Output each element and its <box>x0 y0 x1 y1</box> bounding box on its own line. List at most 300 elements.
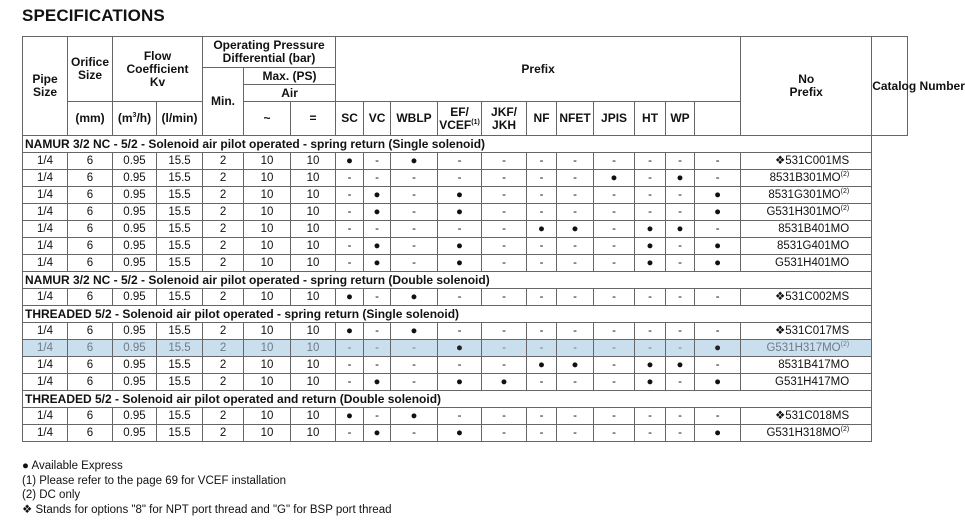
table-row[interactable] <box>23 170 908 187</box>
max-dc-cell: 10 <box>291 153 336 170</box>
min-pressure-cell: 2 <box>203 204 244 221</box>
max-dc-cell: 10 <box>291 408 336 425</box>
pipe-size-cell: 1/4 <box>23 357 68 374</box>
kv-lmin-cell: 15.5 <box>157 374 203 391</box>
kv-lmin-cell: 15.5 <box>157 340 203 357</box>
unavailable-dash: - <box>482 238 527 255</box>
max-ac-cell: 10 <box>244 408 291 425</box>
max-dc-cell: 10 <box>291 357 336 374</box>
no-prefix-header: No Prefix <box>741 37 872 136</box>
max-dc-cell: 10 <box>291 187 336 204</box>
dc-only-note: (2) <box>840 340 850 348</box>
min-pressure-cell: 2 <box>203 238 244 255</box>
orifice-unit: (mm) <box>68 102 113 136</box>
max-dc-cell: 10 <box>291 255 336 272</box>
unavailable-dash: - <box>557 340 594 357</box>
unavailable-dash: - <box>364 323 391 340</box>
unavailable-dash: - <box>527 170 557 187</box>
pipe-size-cell: 1/4 <box>23 374 68 391</box>
specifications-table <box>22 36 965 442</box>
unavailable-dash: - <box>666 340 695 357</box>
prefix-vc: VC <box>364 102 391 136</box>
table-row[interactable] <box>23 374 908 391</box>
min-pressure-cell: 2 <box>203 153 244 170</box>
unavailable-dash: - <box>364 153 391 170</box>
unavailable-dash: - <box>666 374 695 391</box>
unavailable-dash: - <box>482 204 527 221</box>
kv-lmin-cell: 15.5 <box>157 238 203 255</box>
unavailable-dash: - <box>527 255 557 272</box>
prefix-wp: WP <box>666 102 695 136</box>
section-header-row <box>23 391 908 408</box>
available-dot: ● <box>364 374 391 391</box>
pipe-size-cell: 1/4 <box>23 204 68 221</box>
kv-m3h-cell: 0.95 <box>113 323 157 340</box>
unavailable-dash: - <box>666 187 695 204</box>
catalog-number-cell: G531H318MO$^{(2)}$ <box>741 425 872 442</box>
table-row[interactable] <box>23 408 908 425</box>
orifice-cell: 6 <box>68 238 113 255</box>
available-dot: ● <box>527 357 557 374</box>
orifice-cell: 6 <box>68 204 113 221</box>
available-dot: ● <box>666 221 695 238</box>
available-dot: ● <box>391 153 438 170</box>
page-title: SPECIFICATIONS <box>22 6 165 25</box>
catalog-number-cell: G531H301MO$^{(2)}$ <box>741 204 872 221</box>
kv-lmin-cell: 15.5 <box>157 204 203 221</box>
unavailable-dash: - <box>557 153 594 170</box>
unavailable-dash: - <box>336 255 364 272</box>
unavailable-dash: - <box>336 340 364 357</box>
max-dc-cell: 10 <box>291 340 336 357</box>
footnote-port-thread: ❖ Stands for options "8" for NPT port thread and "G" for BSP port thread <box>22 503 392 516</box>
unavailable-dash: - <box>557 374 594 391</box>
unavailable-dash: - <box>438 289 482 306</box>
kv-m3h-cell: 0.95 <box>113 374 157 391</box>
unavailable-dash: - <box>336 221 364 238</box>
max-dc-cell: 10 <box>291 238 336 255</box>
kv-m3h-unit: $(m^3/h)$ <box>113 102 157 136</box>
unavailable-dash: - <box>594 204 635 221</box>
unavailable-dash: - <box>695 357 741 374</box>
unavailable-dash: - <box>482 153 527 170</box>
catalog-number-cell: 8531G301MO$^{(2)}$ <box>741 187 872 204</box>
prefix-wblp: WBLP <box>391 102 438 136</box>
unavailable-dash: - <box>557 170 594 187</box>
unavailable-dash: - <box>527 153 557 170</box>
catalog-number-cell: 8531B417MO <box>741 357 872 374</box>
flow-coefficient-header: Flow Coefficient Kv <box>113 37 203 102</box>
catalog-number-header: Catalog Number <box>872 37 908 136</box>
section-header-row <box>23 306 908 323</box>
section-title: THREADED 5/2 - Solenoid air pilot operated and return (Double solenoid) <box>23 391 872 408</box>
unavailable-dash: - <box>666 238 695 255</box>
section-header-row <box>23 136 908 153</box>
unavailable-dash: - <box>438 408 482 425</box>
table-header <box>23 37 965 136</box>
unavailable-dash: - <box>527 374 557 391</box>
available-dot: ● <box>695 204 741 221</box>
footnote-dc-only: (2) DC only <box>22 489 81 501</box>
table-body <box>23 136 908 442</box>
kv-m3h-cell: 0.95 <box>113 204 157 221</box>
available-dot: ● <box>635 255 666 272</box>
max-ac-cell: 10 <box>244 425 291 442</box>
min-pressure-cell: 2 <box>203 408 244 425</box>
available-dot: ● <box>695 374 741 391</box>
min-pressure-cell: 2 <box>203 374 244 391</box>
unavailable-dash: - <box>695 170 741 187</box>
catalog-number-cell: ❖531C001MS <box>741 153 872 170</box>
available-dot: ● <box>391 408 438 425</box>
max-dc-cell: 10 <box>291 170 336 187</box>
kv-lmin-cell: 15.5 <box>157 170 203 187</box>
max-ac-cell: 10 <box>244 221 291 238</box>
footnote-vcef: (1) Please refer to the page 69 for VCEF installation <box>22 474 287 487</box>
pipe-size-cell: 1/4 <box>23 408 68 425</box>
prefix-ht: HT <box>635 102 666 136</box>
table-row[interactable] <box>23 221 908 238</box>
min-pressure-cell: 2 <box>203 323 244 340</box>
unavailable-dash: - <box>695 153 741 170</box>
table-row[interactable] <box>23 357 908 374</box>
kv-lmin-cell: 15.5 <box>157 289 203 306</box>
table-row[interactable] <box>23 255 908 272</box>
unavailable-dash: - <box>364 340 391 357</box>
unavailable-dash: - <box>482 357 527 374</box>
pipe-size-cell: 1/4 <box>23 340 68 357</box>
available-dot: ● <box>438 374 482 391</box>
max-dc-cell: 10 <box>291 289 336 306</box>
orifice-size-header: Orifice Size <box>68 37 113 102</box>
unavailable-dash: - <box>391 221 438 238</box>
max-ac-cell: 10 <box>244 204 291 221</box>
unavailable-dash: - <box>594 153 635 170</box>
unavailable-dash: - <box>594 221 635 238</box>
unavailable-dash: - <box>695 408 741 425</box>
unavailable-dash: - <box>594 289 635 306</box>
max-ac-cell: 10 <box>244 255 291 272</box>
section-title: NAMUR 3/2 NC - 5/2 - Solenoid air pilot operated - spring return (Single solenoid) <box>23 136 872 153</box>
prefix-sc: SC <box>336 102 364 136</box>
max-ac-cell: 10 <box>244 187 291 204</box>
min-pressure-cell: 2 <box>203 255 244 272</box>
max-dc-cell: 10 <box>291 374 336 391</box>
max-ac-cell: 10 <box>244 289 291 306</box>
unavailable-dash: - <box>364 170 391 187</box>
min-pressure-cell: 2 <box>203 425 244 442</box>
prefix-nfet: NFET <box>557 102 594 136</box>
available-dot: ● <box>364 238 391 255</box>
unavailable-dash: - <box>635 187 666 204</box>
unavailable-dash: - <box>438 221 482 238</box>
available-dot: ● <box>438 238 482 255</box>
unavailable-dash: - <box>635 204 666 221</box>
unavailable-dash: - <box>482 323 527 340</box>
available-dot: ● <box>364 425 391 442</box>
kv-lmin-unit: (l/min) <box>157 102 203 136</box>
pipe-size-cell: 1/4 <box>23 255 68 272</box>
available-dot: ● <box>635 221 666 238</box>
unavailable-dash: - <box>482 255 527 272</box>
unavailable-dash: - <box>635 425 666 442</box>
dc-only-note: (2) <box>840 204 850 212</box>
max-dc-cell: 10 <box>291 221 336 238</box>
operating-pressure-header: Operating Pressure Differential (bar) <box>203 37 336 68</box>
unavailable-dash: - <box>666 153 695 170</box>
unavailable-dash: - <box>635 170 666 187</box>
unavailable-dash: - <box>364 357 391 374</box>
footnotes <box>22 459 392 517</box>
pipe-size-cell: 1/4 <box>23 187 68 204</box>
kv-lmin-cell: 15.5 <box>157 425 203 442</box>
max-ac-cell: 10 <box>244 170 291 187</box>
unavailable-dash: - <box>527 340 557 357</box>
prefix-jkf-jkh: JKF/ JKH <box>482 102 527 136</box>
unavailable-dash: - <box>336 238 364 255</box>
orifice-cell: 6 <box>68 357 113 374</box>
air-header: Air <box>244 85 336 102</box>
unavailable-dash: - <box>557 289 594 306</box>
unavailable-dash: - <box>527 425 557 442</box>
unavailable-dash: - <box>391 170 438 187</box>
pipe-size-cell: 1/4 <box>23 425 68 442</box>
table-row[interactable] <box>23 153 908 170</box>
available-dot: ● <box>336 153 364 170</box>
orifice-cell: 6 <box>68 340 113 357</box>
kv-m3h-cell: 0.95 <box>113 340 157 357</box>
table-row-highlighted[interactable] <box>23 340 908 357</box>
max-dc-cell: 10 <box>291 425 336 442</box>
kv-m3h-cell: 0.95 <box>113 238 157 255</box>
max-ps-header: Max. (PS) <box>244 68 336 85</box>
min-pressure-cell: 2 <box>203 187 244 204</box>
unavailable-dash: - <box>594 374 635 391</box>
dc-only-note: (2) <box>840 170 850 178</box>
unavailable-dash: - <box>635 289 666 306</box>
orifice-cell: 6 <box>68 425 113 442</box>
unavailable-dash: - <box>635 153 666 170</box>
max-ac-cell: 10 <box>244 153 291 170</box>
unavailable-dash: - <box>527 187 557 204</box>
unavailable-dash: - <box>557 255 594 272</box>
unavailable-dash: - <box>557 187 594 204</box>
kv-m3h-cell: 0.95 <box>113 425 157 442</box>
table-row[interactable] <box>23 187 908 204</box>
unavailable-dash: - <box>364 408 391 425</box>
max-dc-cell: 10 <box>291 323 336 340</box>
max-ac-cell: 10 <box>244 238 291 255</box>
unavailable-dash: - <box>695 323 741 340</box>
orifice-cell: 6 <box>68 187 113 204</box>
unavailable-dash: - <box>438 357 482 374</box>
orifice-cell: 6 <box>68 170 113 187</box>
unavailable-dash: - <box>557 238 594 255</box>
kv-lmin-cell: 15.5 <box>157 255 203 272</box>
unavailable-dash: - <box>438 170 482 187</box>
available-dot: ● <box>364 204 391 221</box>
kv-m3h-cell: 0.95 <box>113 255 157 272</box>
available-dot: ● <box>527 221 557 238</box>
table-row[interactable] <box>23 323 908 340</box>
orifice-cell: 6 <box>68 374 113 391</box>
unavailable-dash: - <box>364 221 391 238</box>
unavailable-dash: - <box>391 187 438 204</box>
kv-m3h-cell: 0.95 <box>113 408 157 425</box>
catalog-number-cell: 8531B401MO <box>741 221 872 238</box>
catalog-number-cell: 8531G401MO <box>741 238 872 255</box>
unavailable-dash: - <box>391 204 438 221</box>
available-dot: ● <box>695 255 741 272</box>
available-dot: ● <box>635 374 666 391</box>
dc-symbol: = <box>291 102 336 136</box>
unavailable-dash: - <box>336 425 364 442</box>
available-dot: ● <box>391 289 438 306</box>
min-pressure-cell: 2 <box>203 340 244 357</box>
kv-lmin-cell: 15.5 <box>157 221 203 238</box>
unavailable-dash: - <box>594 238 635 255</box>
unavailable-dash: - <box>391 255 438 272</box>
footnote-available-express: ● Available Express <box>22 460 123 472</box>
unavailable-dash: - <box>594 425 635 442</box>
dc-only-note: (2) <box>840 425 850 433</box>
unavailable-dash: - <box>336 187 364 204</box>
kv-m3h-cell: 0.95 <box>113 357 157 374</box>
unavailable-dash: - <box>666 408 695 425</box>
catalog-number-cell: ❖531C018MS <box>741 408 872 425</box>
unavailable-dash: - <box>594 357 635 374</box>
min-pressure-cell: 2 <box>203 357 244 374</box>
unavailable-dash: - <box>666 289 695 306</box>
unavailable-dash: - <box>666 323 695 340</box>
table-row[interactable] <box>23 204 908 221</box>
unavailable-dash: - <box>336 357 364 374</box>
max-ac-cell: 10 <box>244 340 291 357</box>
catalog-number-cell: 8531B301MO$^{(2)}$ <box>741 170 872 187</box>
unavailable-dash: - <box>594 340 635 357</box>
kv-m3h-cell: 0.95 <box>113 170 157 187</box>
section-title: THREADED 5/2 - Solenoid air pilot operated - spring return (Single solenoid) <box>23 306 872 323</box>
section-title: NAMUR 3/2 NC - 5/2 - Solenoid air pilot operated - spring return (Double solenoid) <box>23 272 872 289</box>
unavailable-dash: - <box>594 408 635 425</box>
orifice-cell: 6 <box>68 408 113 425</box>
orifice-cell: 6 <box>68 323 113 340</box>
available-dot: ● <box>336 289 364 306</box>
unavailable-dash: - <box>336 170 364 187</box>
unavailable-dash: - <box>635 323 666 340</box>
min-pressure-cell: 2 <box>203 221 244 238</box>
kv-lmin-cell: 15.5 <box>157 153 203 170</box>
available-dot: ● <box>336 323 364 340</box>
unavailable-dash: - <box>482 289 527 306</box>
unavailable-dash: - <box>527 323 557 340</box>
available-dot: ● <box>557 221 594 238</box>
unavailable-dash: - <box>438 323 482 340</box>
section-header-row <box>23 272 908 289</box>
unavailable-dash: - <box>364 289 391 306</box>
unavailable-dash: - <box>391 374 438 391</box>
kv-m3h-cell: 0.95 <box>113 289 157 306</box>
prefix-ef-vcef: EF/ VCEF$^{(1)}$ <box>438 102 482 136</box>
unavailable-dash: - <box>527 408 557 425</box>
available-dot: ● <box>438 425 482 442</box>
available-dot: ● <box>635 357 666 374</box>
unavailable-dash: - <box>594 187 635 204</box>
orifice-cell: 6 <box>68 255 113 272</box>
unavailable-dash: - <box>336 374 364 391</box>
pipe-size-cell: 1/4 <box>23 221 68 238</box>
available-dot: ● <box>695 238 741 255</box>
pipe-size-cell: 1/4 <box>23 238 68 255</box>
available-dot: ● <box>364 255 391 272</box>
table-row[interactable] <box>23 289 908 306</box>
pipe-size-cell: 1/4 <box>23 289 68 306</box>
unavailable-dash: - <box>557 425 594 442</box>
unavailable-dash: - <box>482 425 527 442</box>
unavailable-dash: - <box>557 204 594 221</box>
pipe-size-cell: 1/4 <box>23 323 68 340</box>
available-dot: ● <box>438 187 482 204</box>
available-dot: ● <box>438 340 482 357</box>
min-header: Min. <box>203 68 244 136</box>
available-dot: ● <box>438 204 482 221</box>
unavailable-dash: - <box>391 357 438 374</box>
prefix-nf: NF <box>527 102 557 136</box>
unavailable-dash: - <box>527 204 557 221</box>
kv-lmin-cell: 15.5 <box>157 408 203 425</box>
unavailable-dash: - <box>391 238 438 255</box>
table-row[interactable] <box>23 425 908 442</box>
kv-m3h-cell: 0.95 <box>113 187 157 204</box>
unavailable-dash: - <box>594 323 635 340</box>
unavailable-dash: - <box>482 221 527 238</box>
ac-symbol: ~ <box>244 102 291 136</box>
unavailable-dash: - <box>527 238 557 255</box>
unavailable-dash: - <box>482 187 527 204</box>
unavailable-dash: - <box>635 340 666 357</box>
unavailable-dash: - <box>557 408 594 425</box>
unavailable-dash: - <box>666 204 695 221</box>
kv-m3h-cell: 0.95 <box>113 221 157 238</box>
kv-lmin-cell: 15.5 <box>157 187 203 204</box>
available-dot: ● <box>557 357 594 374</box>
orifice-cell: 6 <box>68 153 113 170</box>
unavailable-dash: - <box>391 340 438 357</box>
table-row[interactable] <box>23 238 908 255</box>
unavailable-dash: - <box>482 340 527 357</box>
prefix-jpis: JPIS <box>594 102 635 136</box>
dc-only-note: (2) <box>840 187 850 195</box>
available-dot: ● <box>594 170 635 187</box>
available-dot: ● <box>666 357 695 374</box>
min-pressure-cell: 2 <box>203 170 244 187</box>
catalog-number-cell: G531H401MO <box>741 255 872 272</box>
available-dot: ● <box>695 340 741 357</box>
unavailable-dash: - <box>438 153 482 170</box>
catalog-number-cell: G531H317MO$^{(2)}$ <box>741 340 872 357</box>
unavailable-dash: - <box>666 425 695 442</box>
unavailable-dash: - <box>695 221 741 238</box>
pipe-size-cell: 1/4 <box>23 153 68 170</box>
orifice-cell: 6 <box>68 289 113 306</box>
unavailable-dash: - <box>635 408 666 425</box>
unavailable-dash: - <box>527 289 557 306</box>
kv-lmin-cell: 15.5 <box>157 323 203 340</box>
unavailable-dash: - <box>695 289 741 306</box>
kv-m3h-cell: 0.95 <box>113 153 157 170</box>
max-dc-cell: 10 <box>291 204 336 221</box>
available-dot: ● <box>438 255 482 272</box>
